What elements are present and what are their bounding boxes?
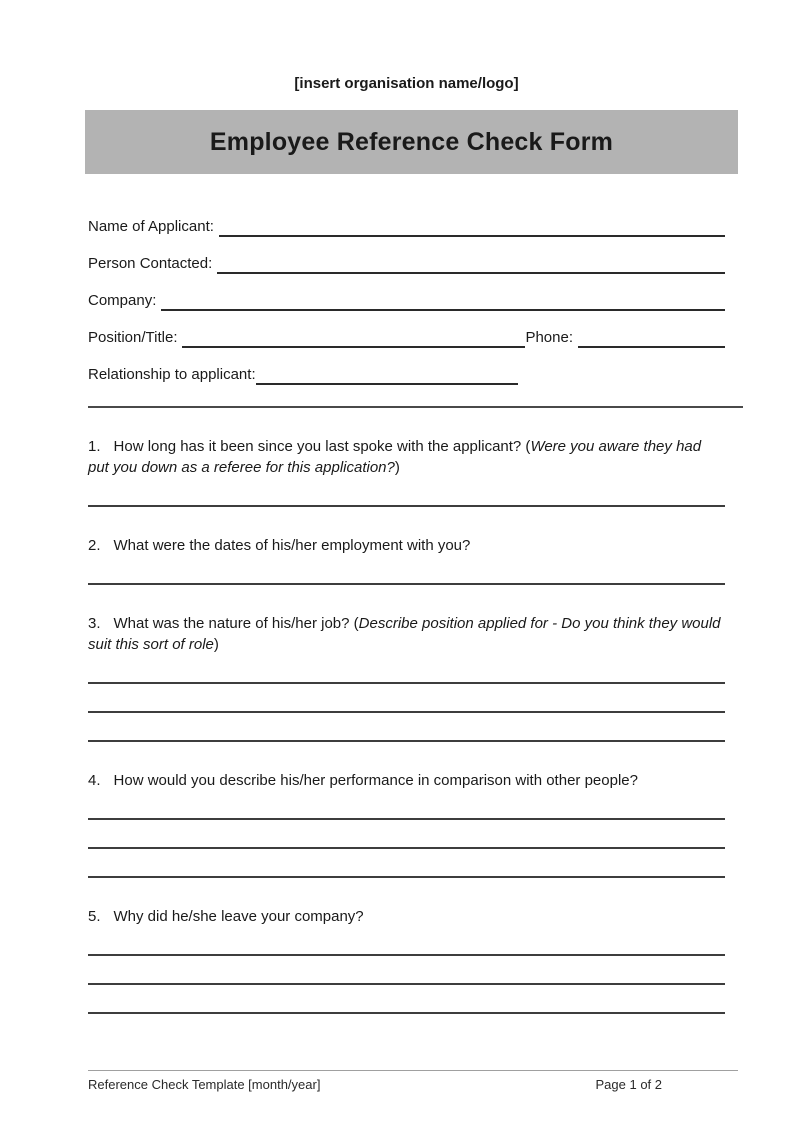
name-of-applicant-label: Name of Applicant: xyxy=(88,218,214,235)
person-contacted-label: Person Contacted: xyxy=(88,255,213,272)
relationship-label: Relationship to applicant: xyxy=(88,366,256,383)
question-4 xyxy=(88,770,725,878)
question-1-number: 1. xyxy=(88,438,101,455)
answer-line xyxy=(88,985,725,1014)
form-title: Employee Reference Check Form xyxy=(209,127,614,156)
field-company xyxy=(88,288,725,311)
question-4-number: 4. xyxy=(88,772,101,789)
answer-line xyxy=(88,820,725,849)
company-blank-line xyxy=(161,291,725,311)
field-person-contacted xyxy=(88,251,725,274)
relationship-blank-line xyxy=(256,365,518,385)
organisation-name-placeholder: [insert organisation name/logo] xyxy=(294,75,519,92)
questions-section xyxy=(88,436,725,1014)
question-5-body: Why did he/she leave your company? xyxy=(113,908,364,925)
page-footer xyxy=(88,1070,738,1092)
question-2-answer-lines xyxy=(88,556,725,585)
phone-blank-line xyxy=(578,328,725,348)
question-5-text xyxy=(88,906,725,927)
question-4-answer-lines xyxy=(88,791,725,878)
answer-line xyxy=(88,684,725,713)
contact-fields-section xyxy=(88,214,725,385)
question-3-italic-note: Describe position applied for - Do you think they would suit this sort of role xyxy=(88,615,721,653)
question-3-text xyxy=(88,613,725,655)
answer-line xyxy=(88,713,725,742)
question-3 xyxy=(88,613,725,742)
position-title-label: Position/Title: xyxy=(88,329,178,346)
question-4-text xyxy=(88,770,725,791)
question-3-body: What was the nature of his/her job? ( xyxy=(113,615,359,632)
question-5-number: 5. xyxy=(88,908,101,925)
phone-label: Phone: xyxy=(525,329,573,346)
answer-line xyxy=(88,956,725,985)
question-5-answer-lines xyxy=(88,927,725,1014)
answer-line xyxy=(88,927,725,956)
question-1-text xyxy=(88,436,725,478)
question-1-italic-note: Were you aware they had put you down as a referee for this application? xyxy=(88,438,702,476)
title-banner xyxy=(85,110,738,174)
section-divider-rule xyxy=(88,406,743,408)
question-2-text xyxy=(88,535,725,556)
question-4-body: How would you describe his/her performance in comparison with other people? xyxy=(113,772,638,789)
question-3-suffix: ) xyxy=(213,636,219,653)
page-number: Page 1 of 2 xyxy=(595,1077,662,1092)
form-body xyxy=(88,214,725,1014)
answer-line xyxy=(88,556,725,585)
company-label: Company: xyxy=(88,292,157,309)
answer-line xyxy=(88,791,725,820)
position-title-blank-line xyxy=(182,328,525,348)
question-3-answer-lines xyxy=(88,655,725,742)
question-2 xyxy=(88,535,725,585)
question-2-number: 2. xyxy=(88,537,101,554)
question-1 xyxy=(88,436,725,507)
question-3-number: 3. xyxy=(88,615,101,632)
answer-line xyxy=(88,655,725,684)
answer-line xyxy=(88,478,725,507)
question-1-body: How long has it been since you last spoke with the applicant? ( xyxy=(113,438,531,455)
question-1-answer-lines xyxy=(88,478,725,507)
field-relationship xyxy=(88,362,725,385)
person-contacted-blank-line xyxy=(217,254,725,274)
footer-template-label: Reference Check Template [month/year] xyxy=(88,1077,321,1092)
answer-line xyxy=(88,849,725,878)
question-5 xyxy=(88,906,725,1014)
question-2-body: What were the dates of his/her employment with you? xyxy=(113,537,471,554)
field-position-and-phone xyxy=(88,325,725,348)
question-1-suffix: ) xyxy=(394,459,400,476)
field-name-of-applicant xyxy=(88,214,725,237)
name-of-applicant-blank-line xyxy=(219,217,725,237)
